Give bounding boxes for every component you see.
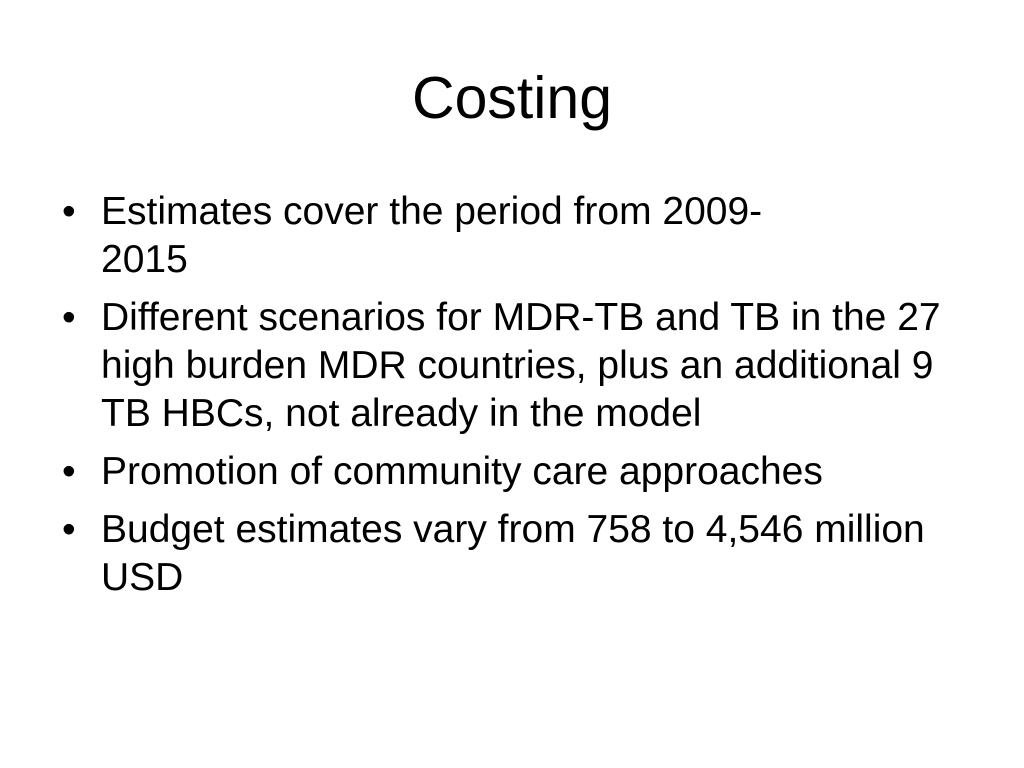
bullet-list (62, 188, 962, 612)
bullet-item (62, 506, 962, 602)
bullet-text: Promotion of community care approaches (101, 450, 823, 493)
bullet-marker: • (62, 296, 76, 339)
bullet-item (62, 294, 962, 438)
bullet-item (62, 188, 962, 284)
bullet-text: Budget estimates vary from 758 to 4,546 million USD (101, 508, 925, 599)
slide-title: Costing (411, 65, 613, 131)
bullet-marker: • (62, 450, 76, 493)
bullet-marker: • (62, 508, 76, 551)
bullet-text: Estimates cover the period from 2009- 2015 (101, 190, 763, 281)
bullet-marker: • (62, 190, 76, 233)
bullet-text: Different scenarios for MDR-TB and TB in the 27 high burden MDR countries, plus an additional 9 TB HBCs, not already in the model (101, 296, 941, 435)
bullet-item (62, 448, 962, 496)
